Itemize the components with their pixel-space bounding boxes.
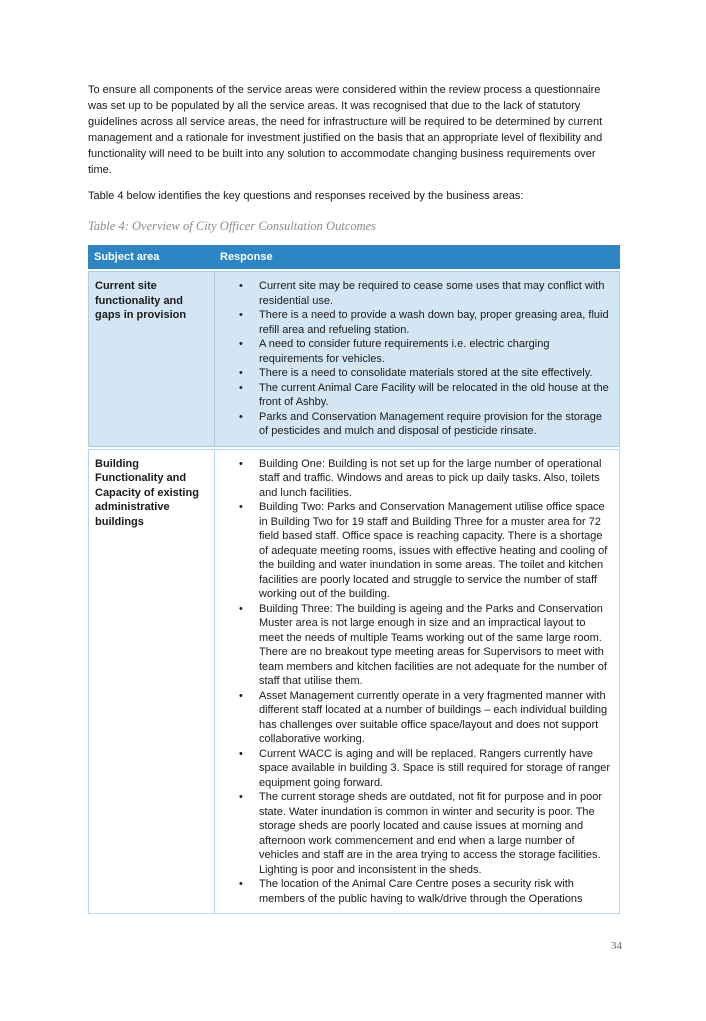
intro-paragraph: To ensure all components of the service areas were considered within the review process a questionnaire was set up to be populated by all the service areas. It was recognised that due to the lack of statutory guidelines across all service areas, the need for infrastructure will be required to be determined by current management and a rationale for investment justified on the basis that an appropriate level of flexibility and functionality will need to be built into any solution to accommodate changing business requirements over time. [88,84,603,176]
table-row-building-functionality [88,449,620,915]
response-bullet: • A need to consider future requirements i.e. electric charging requirements for vehicles. [221,337,613,366]
response-bullet: • There is a need to provide a wash down bay, proper greasing area, fluid refill area and refueling station. [221,308,613,337]
column-header-response: Response [214,245,620,269]
response-cell [214,271,620,447]
column-header-subject-area: Subject area [88,245,214,269]
subject-cell: Current site functionality and gaps in provision [88,271,214,447]
response-bullet: • Parks and Conservation Management require provision for the storage of pesticides and mulch and disposal of pesticide rinsate. [221,410,613,439]
subject-cell: Building Functionality and Capacity of existing administrative buildings [88,449,214,915]
response-bullet: • The current storage sheds are outdated, not fit for purpose and in poor state. Water inundation is common in winter and security is poor. The storage sheds are poorly located and cause issues at morning and afternoon work commencement and end when a large number of vehicles and staff are in the area trying to access the storage facilities. Lighting is poor and inconsistent in the sheds. [221,790,613,877]
response-bullet: • The location of the Animal Care Centre poses a security risk with members of the public having to walk/drive through the Operations [221,877,613,906]
table-row-current-site [88,271,620,447]
response-bullet-list [221,279,613,439]
table-caption: Table 4: Overview of City Officer Consultation Outcomes [88,219,377,233]
response-cell [214,449,620,915]
page-content [88,82,620,916]
response-bullet: • Current site may be required to cease some uses that may conflict with residential use. [221,279,613,308]
response-bullet: • Current WACC is aging and will be replaced. Rangers currently have space available in building 3. Space is still required for storage of ranger equipment going forward. [221,747,613,791]
table-intro-line: Table 4 below identifies the key questions and responses received by the business areas: [88,190,524,202]
response-bullet: • Building Three: The building is ageing and the Parks and Conservation Muster area is not large enough in size and an impractical layout to meet the needs of multiple Teams working out of the same large room. There are no breakout type meeting areas for Supervisors to meet with team members and kitchen facilities are not adequate for the number of staff that utilise them. [221,602,613,689]
table-header-row [88,245,620,269]
page-number: 34 [611,940,622,952]
response-bullet: • The current Animal Care Facility will be relocated in the old house at the front of Ashby. [221,381,613,410]
response-bullet-list [221,457,613,907]
response-bullet: • Asset Management currently operate in a very fragmented manner with different staff located at a number of buildings – each individual building has challenges over suitable office space/layout and does not support collaborative working. [221,689,613,747]
response-bullet: • Building Two: Parks and Conservation Management utilise office space in Building Two for 19 staff and Building Three for a muster area for 72 field based staff. Office space is reaching capacity. There is a shortage of adequate meeting rooms, issues with effective heating and cooling of the building and water inundation in some areas. The toilet and kitchen facilities are poorly located and struggle to service the number of staff working out of the building. [221,500,613,602]
response-bullet: • Building One: Building is not set up for the large number of operational staff and traffic. Windows and areas to pick up daily tasks. Also, toilets and lunch facilities. [221,457,613,501]
response-bullet: • There is a need to consolidate materials stored at the site effectively. [221,366,613,381]
consultation-outcomes-table [88,243,620,916]
